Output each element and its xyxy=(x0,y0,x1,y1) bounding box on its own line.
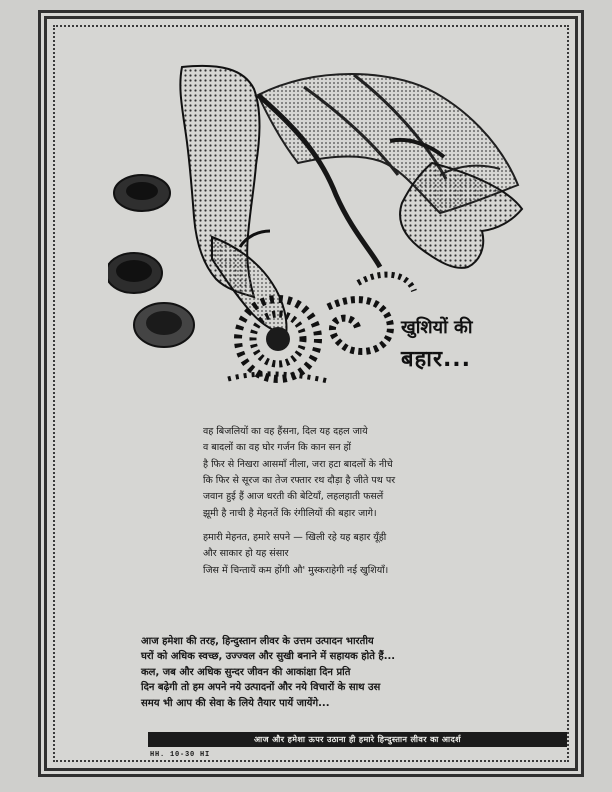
rangoli-bottom-line xyxy=(228,374,328,381)
left-hand-shape xyxy=(212,237,286,335)
poem-line: झूमी है नाची है मेहनतें कि रंगीलियों की बहार जागे। xyxy=(203,507,377,519)
rangoli-bowl-3-inner xyxy=(146,311,182,335)
advertisement-copy xyxy=(141,634,571,711)
poem-line: है फिर से निखरा आसमाँ नीला, जरा हटा बादलों के नीचे xyxy=(203,458,393,470)
poem-line: कि फिर से सूरज का तेज रफ्तार रथ दौड़ा है जीते पथ पर xyxy=(203,474,396,486)
footer-banner-text: आज और हमेशा ऊपर उठाना ही हमारे हिन्दुस्तान लीवर का आदर्श xyxy=(254,735,461,744)
ornamental-border-frame xyxy=(38,10,584,777)
rangoli-bowl-1-inner xyxy=(126,182,158,200)
headline xyxy=(401,317,551,373)
copy-line: दिन बढ़ेगी तो हम अपने नये उत्पादनों और नये विचारों के साथ उस xyxy=(141,682,381,694)
copy-line: घरों को अधिक स्वच्छ, उज्ज्वल और सुखी बनाने में सहायक होते हैं... xyxy=(141,651,396,663)
rangoli-swirl-2 xyxy=(358,275,414,291)
rangoli-swirl-1 xyxy=(328,300,390,352)
copy-line: समय भी आप की सेवा के लिये तैयार पायें जायेंगे... xyxy=(141,697,330,709)
copy-line: कल, जब और अधिक सुन्दर जीवन की आकांक्षा दिन प्रति xyxy=(141,666,351,678)
poem-line: हमारी मेहनत, हमारे सपने — खिली रहे यह बहार यूँही xyxy=(203,531,387,543)
copy-line: आज हमेशा की तरह, हिन्दुस्तान लीवर के उत्तम उत्पादन भारतीय xyxy=(141,636,374,647)
footer-banner xyxy=(148,732,567,747)
poem-stanza-gap xyxy=(203,522,523,530)
rangoli-circle-center xyxy=(266,327,290,351)
headline-line-2: बहार... xyxy=(401,346,472,372)
poem-line: व बादलों का वह घोर गर्जन कि कान सन हों xyxy=(203,442,351,454)
headline-line-1: खुशियों की xyxy=(401,317,473,338)
poem-line: जवान हुई हैं आज धरती की बेटियाँ, लहलहाती फसलें xyxy=(203,491,384,503)
poem-block xyxy=(203,424,523,579)
poem-line: और साकार हो यह संसार xyxy=(203,548,289,560)
rangoli-bowl-2-inner xyxy=(116,260,152,282)
poem-line: जिस में चिन्तायें कम होंगी औ' मुस्कराहेगी नई खुशियाँ। xyxy=(203,564,389,576)
poem-line: वह बिजलियों का वह हैंसना, दिल यह दहल जाये xyxy=(203,426,368,437)
advertisement-code: HH. 10-30 HI xyxy=(150,751,211,759)
